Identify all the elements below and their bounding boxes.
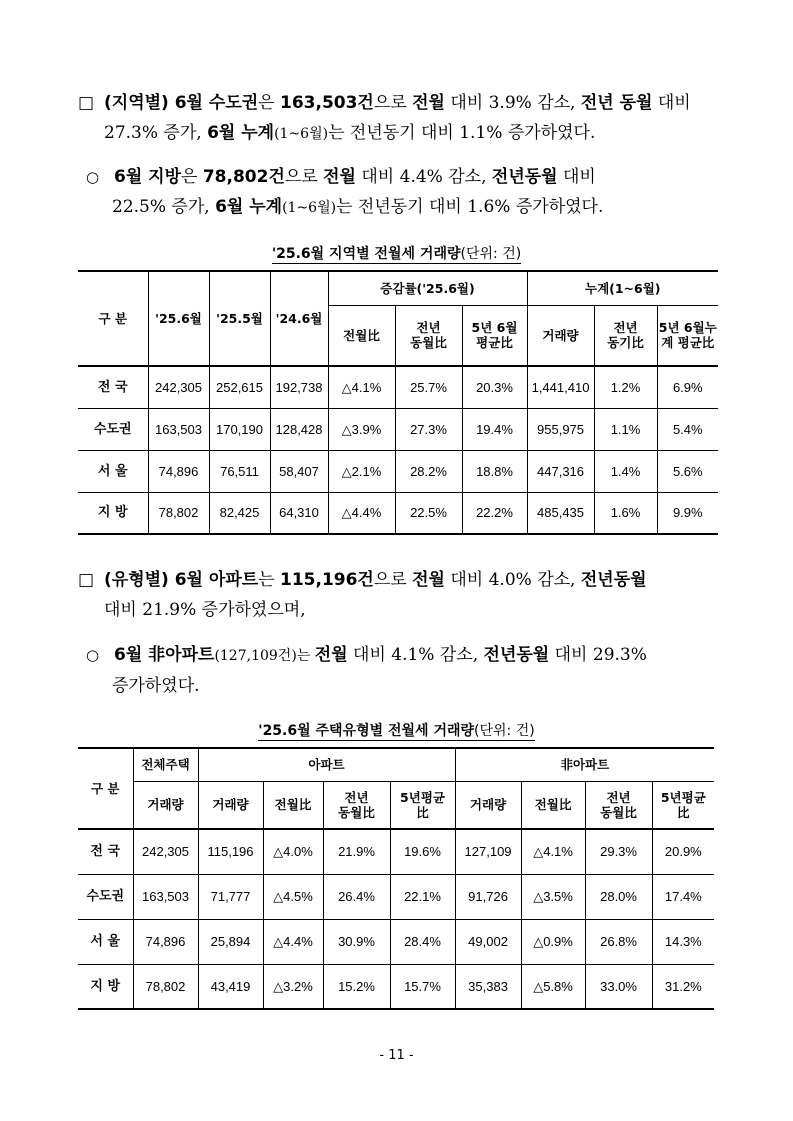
paragraph-line <box>86 671 718 701</box>
bold-text: 전년동월 <box>491 167 558 187</box>
text: 대비 <box>557 167 596 187</box>
bold-text: 6월 누계 <box>215 197 283 217</box>
table-cell: 30.9% <box>323 919 390 964</box>
table-cell: △4.5% <box>263 874 323 919</box>
text: 대비 3.9% 감소, <box>444 93 581 113</box>
table-cell: 43,419 <box>198 964 263 1009</box>
table-cell: 1.1% <box>594 408 657 450</box>
text: 대비 4.1% 감소, <box>347 645 484 665</box>
table-cell: 76,511 <box>209 450 270 492</box>
table-cell: 15.7% <box>390 964 455 1009</box>
header-text: 전년 동월比 <box>410 320 447 351</box>
table-cell: 1.6% <box>594 492 657 534</box>
header-col: 거래량 <box>133 781 198 829</box>
table-cell: 242,305 <box>133 829 198 874</box>
table-caption <box>0 720 793 740</box>
paragraph-line <box>86 192 718 223</box>
table-row <box>78 919 714 964</box>
table-cell: 74,896 <box>148 450 209 492</box>
text: 대비 <box>652 93 691 113</box>
table-cell: 5.6% <box>657 450 718 492</box>
table-cell: 35,383 <box>455 964 521 1009</box>
text: 22.5% 증가, <box>112 197 216 217</box>
text: 은 <box>258 93 280 113</box>
table-cell: 31.2% <box>652 964 714 1009</box>
table-cell: 163,503 <box>148 408 209 450</box>
header-text: 전년 동월比 <box>338 789 375 820</box>
table-cell: 28.4% <box>390 919 455 964</box>
text: 대비 29.3% <box>549 645 647 665</box>
caption-title: '25.6월 주택유형별 전월세 거래량 <box>258 723 475 739</box>
table-cell: 33.0% <box>585 964 652 1009</box>
header-col: '24.6월 <box>270 271 328 366</box>
header-col: '25.5월 <box>209 271 270 366</box>
header-text: 5년 6월 평균比 <box>471 320 518 351</box>
text: (1~6월) <box>282 200 337 216</box>
table-row <box>78 874 714 919</box>
header-category: 구 분 <box>78 271 148 366</box>
header-col <box>585 781 652 829</box>
table-cell: 64,310 <box>270 492 328 534</box>
table-cell: 26.4% <box>323 874 390 919</box>
header-col <box>395 305 462 366</box>
table-cell: 20.3% <box>462 366 527 408</box>
paragraph-line <box>78 565 718 595</box>
table-row <box>78 964 714 1009</box>
row-label: 수도권 <box>78 408 148 450</box>
bold-text: (유형별) 6월 아파트 <box>104 570 259 590</box>
paragraph-regional-local <box>86 162 718 223</box>
header-text: 전년 동월比 <box>600 789 637 820</box>
text: (127,109건)는 <box>214 648 315 664</box>
table-cell: 21.9% <box>323 829 390 874</box>
header-group: 전체주택 <box>133 748 198 781</box>
table-cell: 19.6% <box>390 829 455 874</box>
bold-text: 115,196건 <box>280 570 374 590</box>
table-cell: 82,425 <box>209 492 270 534</box>
table-cell: 14.3% <box>652 919 714 964</box>
table-cell: 1.2% <box>594 366 657 408</box>
table-cell: 78,802 <box>133 964 198 1009</box>
bold-text: 전년동월 <box>580 570 647 590</box>
bold-text: 6월 누계 <box>207 123 275 143</box>
table-cell: 485,435 <box>527 492 594 534</box>
header-text: 5년평균 比 <box>400 789 445 820</box>
paragraph-line <box>86 162 718 192</box>
header-col: 거래량 <box>455 781 521 829</box>
table-cell: 29.3% <box>585 829 652 874</box>
bold-text: 6월 지방 <box>114 167 182 187</box>
table-row <box>78 450 718 492</box>
square-bullet-icon: □ <box>78 93 95 113</box>
text: 는 <box>258 570 280 590</box>
table-cell: 163,503 <box>133 874 198 919</box>
table-cell: 78,802 <box>148 492 209 534</box>
housing-type-transactions-table <box>78 747 714 1010</box>
header-col <box>462 305 527 366</box>
caption-title: '25.6월 지역별 전월세 거래량 <box>271 246 461 262</box>
header-col: 거래량 <box>527 305 594 366</box>
header-group: 증감률('25.6월) <box>328 271 527 305</box>
header-col: 전월比 <box>521 781 585 829</box>
text: 대비 4.4% 감소, <box>355 167 492 187</box>
paragraph-line <box>78 88 718 118</box>
caption-text <box>272 246 521 264</box>
header-col <box>323 781 390 829</box>
header-group: 非아파트 <box>455 748 714 781</box>
table-caption <box>0 243 793 263</box>
header-col <box>652 781 714 829</box>
paragraph-regional-capital <box>78 88 718 149</box>
table-cell: 28.2% <box>395 450 462 492</box>
table-cell: 22.5% <box>395 492 462 534</box>
header-col <box>390 781 455 829</box>
table-cell: 192,738 <box>270 366 328 408</box>
table-cell: △2.1% <box>328 450 395 492</box>
bold-text: 6월 非아파트 <box>114 645 215 665</box>
circle-bullet-icon: ○ <box>86 646 100 664</box>
text: 으로 <box>373 570 413 590</box>
text: 는 전년동기 대비 1.6% 증가하였다. <box>336 197 604 217</box>
bold-text: (지역별) 6월 수도권 <box>104 93 259 113</box>
table-cell: 17.4% <box>652 874 714 919</box>
table-cell: 74,896 <box>133 919 198 964</box>
header-text: 전년 동기比 <box>607 320 644 351</box>
row-label: 지 방 <box>78 492 148 534</box>
table-cell: 6.9% <box>657 366 718 408</box>
table-cell: 22.2% <box>462 492 527 534</box>
header-group: 아파트 <box>198 748 455 781</box>
table-cell: 25,894 <box>198 919 263 964</box>
table-cell: 127,109 <box>455 829 521 874</box>
table-cell: 1,441,410 <box>527 366 594 408</box>
caption-unit: (단위: 건) <box>460 246 522 262</box>
table-cell: 25.7% <box>395 366 462 408</box>
table-row <box>78 829 714 874</box>
header-col: 전월比 <box>263 781 323 829</box>
table-cell: 9.9% <box>657 492 718 534</box>
table-cell: 18.8% <box>462 450 527 492</box>
table-cell: 1.4% <box>594 450 657 492</box>
header-col <box>657 305 718 366</box>
paragraph-line <box>78 118 718 149</box>
bold-text: 전월 <box>412 93 445 113</box>
table-cell: 19.4% <box>462 408 527 450</box>
bold-text: 전년 동월 <box>580 93 653 113</box>
text: 대비 4.0% 감소, <box>444 570 581 590</box>
table-cell: 252,615 <box>209 366 270 408</box>
table-cell: △5.8% <box>521 964 585 1009</box>
table-cell: 955,975 <box>527 408 594 450</box>
header-col: 거래량 <box>198 781 263 829</box>
table-cell: 15.2% <box>323 964 390 1009</box>
table-cell: △3.2% <box>263 964 323 1009</box>
table-cell: 20.9% <box>652 829 714 874</box>
table-cell: 26.8% <box>585 919 652 964</box>
bold-text: 전월 <box>412 570 445 590</box>
page-number: - 11 - <box>379 1048 414 1063</box>
paragraph-type-non-apartment <box>86 640 718 701</box>
text: 은 <box>181 167 203 187</box>
bold-text: 전월 <box>323 167 356 187</box>
paragraph-type-apartment <box>78 565 718 625</box>
header-category: 구 분 <box>78 748 133 829</box>
row-label: 전 국 <box>78 829 133 874</box>
table-cell: 49,002 <box>455 919 521 964</box>
table-cell: △4.1% <box>521 829 585 874</box>
bold-text: 163,503건 <box>280 93 374 113</box>
caption-unit: (단위: 건) <box>474 723 535 739</box>
text: 으로 <box>373 93 413 113</box>
table-cell: 128,428 <box>270 408 328 450</box>
table-cell: △3.5% <box>521 874 585 919</box>
row-label: 서 울 <box>78 450 148 492</box>
row-label: 서 울 <box>78 919 133 964</box>
row-label: 수도권 <box>78 874 133 919</box>
table-cell: △3.9% <box>328 408 395 450</box>
text: 으로 <box>284 167 324 187</box>
row-label: 지 방 <box>78 964 133 1009</box>
text: 는 전년동기 대비 1.1% 증가하였다. <box>328 123 596 143</box>
table-cell: 58,407 <box>270 450 328 492</box>
text: (1~6월) <box>274 126 329 142</box>
header-text: 5년평균 比 <box>660 789 706 820</box>
table-cell: 91,726 <box>455 874 521 919</box>
table-cell: 22.1% <box>390 874 455 919</box>
table-row <box>78 366 718 408</box>
text: 증가하였다. <box>112 676 200 696</box>
regional-transactions-table <box>78 270 718 535</box>
bold-text: 전년동월 <box>483 645 550 665</box>
header-col <box>594 305 657 366</box>
table-cell: △4.0% <box>263 829 323 874</box>
header-group: 누계(1~6월) <box>527 271 718 305</box>
row-label: 전 국 <box>78 366 148 408</box>
table-cell: 447,316 <box>527 450 594 492</box>
table-row <box>78 492 718 534</box>
table-cell: 170,190 <box>209 408 270 450</box>
table-cell: △0.9% <box>521 919 585 964</box>
bold-text: 78,802건 <box>202 167 285 187</box>
table-cell: 242,305 <box>148 366 209 408</box>
table-cell: 71,777 <box>198 874 263 919</box>
header-col: 전월比 <box>328 305 395 366</box>
paragraph-line <box>78 595 718 625</box>
circle-bullet-icon: ○ <box>86 168 100 186</box>
table-cell: 27.3% <box>395 408 462 450</box>
text: 대비 21.9% 증가하였으며, <box>104 600 306 620</box>
table-cell: △4.4% <box>263 919 323 964</box>
caption-text <box>258 723 534 741</box>
table-cell: 28.0% <box>585 874 652 919</box>
header-text: 5년 6월누계 평균比 <box>658 320 717 351</box>
header-col: '25.6월 <box>148 271 209 366</box>
table-cell: △4.1% <box>328 366 395 408</box>
table-row <box>78 408 718 450</box>
text: 27.3% 증가, <box>104 123 208 143</box>
bold-text: 전월 <box>314 645 348 665</box>
table-cell: 5.4% <box>657 408 718 450</box>
paragraph-line <box>86 640 718 671</box>
table-cell: 115,196 <box>198 829 263 874</box>
table-cell: △4.4% <box>328 492 395 534</box>
square-bullet-icon: □ <box>78 570 95 590</box>
